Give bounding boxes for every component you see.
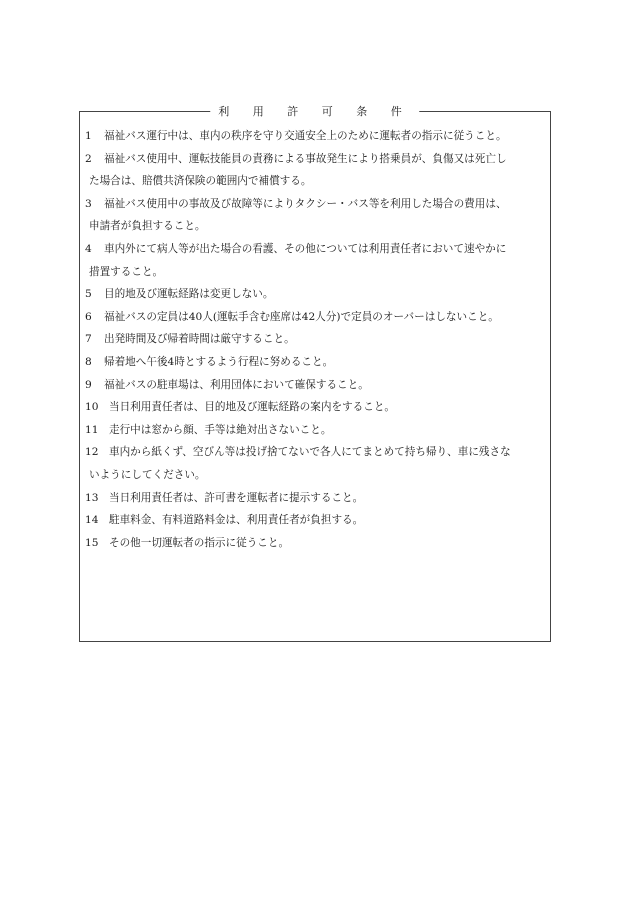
condition-item-4: [85, 238, 547, 283]
box-title: 利 用 許 可 条 件: [210, 104, 419, 120]
item-text-continuation: いようにしてください。: [89, 468, 206, 481]
item-number: 15: [85, 536, 99, 549]
item-number: 9: [85, 378, 92, 391]
item-text: 福祉バス使用中、運転技能員の責務による事故発生により搭乗員が、負傷又は死亡し: [104, 152, 507, 165]
item-text: 車内外にて病人等が出た場合の看護、その他については利用責任者において速やかに: [104, 242, 507, 255]
item-text: 走行中は窓から顔、手等は絶対出さないこと。: [109, 423, 332, 436]
item-number: 5: [85, 288, 92, 301]
item-number: 11: [85, 423, 99, 436]
item-number: 10: [85, 401, 99, 414]
item-number: 7: [85, 333, 92, 346]
item-text: 福祉バス運行中は、車内の秩序を守り交通安全上のために運転者の指示に従うこと。: [104, 130, 507, 142]
item-text: 帰着地へ午後4時とするよう行程に努めること。: [104, 355, 334, 368]
item-text-continuation: 措置すること。: [89, 265, 164, 278]
item-text: 福祉バスの駐車場は、利用団体において確保すること。: [104, 378, 369, 391]
item-text: 当日利用責任者は、許可書を運転者に提示すること。: [109, 491, 364, 504]
item-number: 13: [85, 491, 99, 504]
condition-item-3: [85, 193, 547, 238]
conditions-list: [85, 125, 547, 554]
item-text: 福祉バス使用中の事故及び故障等によりタクシー・バス等を利用した場合の費用は、: [104, 197, 507, 210]
item-number: 2: [85, 152, 92, 165]
item-text: その他一切運転者の指示に従うこと。: [109, 536, 290, 549]
item-number: 4: [85, 242, 92, 255]
item-text: 当日利用責任者は、目的地及び運転経路の案内をすること。: [109, 401, 396, 414]
item-text: 車内から紙くず、空びん等は投げ捨てないで各人にてまとめて持ち帰り、車に残さな: [109, 446, 511, 459]
item-number: 3: [85, 197, 92, 210]
item-number: 1: [85, 130, 92, 142]
condition-item-15: [85, 532, 547, 555]
item-text: 目的地及び運転経路は変更しない。: [104, 288, 274, 301]
item-text: 福祉バスの定員は40人(運転手含む座席は42人分)で定員のオーバーはしないこと。: [104, 310, 499, 323]
condition-item-14: [85, 509, 547, 532]
item-number: 6: [85, 310, 92, 323]
item-number: 8: [85, 355, 92, 368]
condition-item-9: [85, 374, 547, 397]
condition-item-1: [85, 125, 547, 148]
condition-item-10: [85, 396, 547, 419]
condition-item-12: [85, 441, 547, 486]
condition-item-11: [85, 419, 547, 442]
condition-item-2: [85, 148, 547, 193]
item-number: 12: [85, 446, 99, 459]
item-text: 駐車料金、有料道路料金は、利用責任者が負担する。: [109, 514, 364, 527]
condition-item-13: [85, 487, 547, 510]
usage-conditions-box: [79, 105, 551, 642]
condition-item-7: [85, 328, 547, 351]
condition-item-6: [85, 306, 547, 329]
item-text-continuation: た場合は、賠償共済保険の範囲内で補償する。: [89, 175, 312, 188]
item-number: 14: [85, 514, 99, 527]
condition-item-8: [85, 351, 547, 374]
condition-item-5: [85, 283, 547, 306]
item-text: 出発時間及び帰着時間は厳守すること。: [104, 333, 295, 346]
item-text-continuation: 申請者が負担すること。: [89, 220, 206, 233]
